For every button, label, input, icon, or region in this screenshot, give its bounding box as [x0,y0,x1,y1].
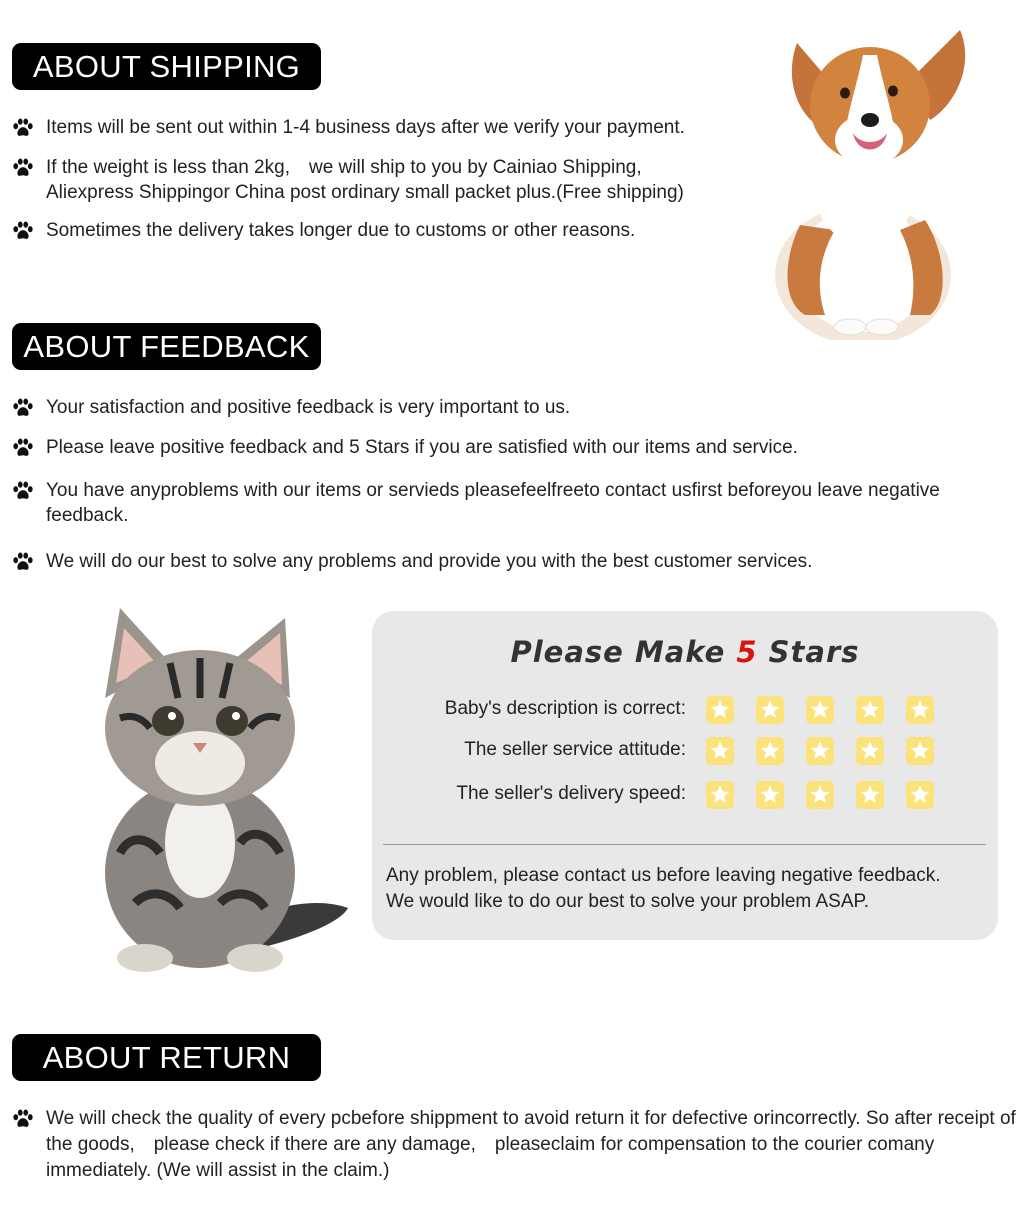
paw-icon [12,221,34,241]
rating-label: Baby's description is correct: [444,698,686,719]
star-icon [756,737,784,765]
star-icon [706,781,734,809]
paw-icon [12,158,34,178]
list-item [12,549,1017,574]
paw-icon [12,1109,34,1129]
list-item-text: We will check the quality of every pcbefore shippment to avoid return it for defective orincorrectly. So after receipt of the goods, please check if there are any damage, pleaseclaim for compensation to the courier comany immediately. (We will assist in the claim.) [46,1108,1016,1181]
panel-title [372,635,998,669]
star-icon [756,696,784,724]
star-icon [806,781,834,809]
panel-title-suffix: Stars [757,635,860,669]
rating-panel [372,611,998,940]
list-item-text: Items will be sent out within 1-4 business days after we verify your payment. [46,117,685,138]
shipping-heading: ABOUT SHIPPING [12,43,321,90]
panel-note [386,863,941,915]
feedback-heading: ABOUT FEEDBACK [12,323,321,370]
star-icon [706,696,734,724]
list-item-text: You have anyproblems with our items or servieds pleasefeelfreeto contact usfirst beforeyou leave negative feedback. [46,480,940,526]
star-icon [806,737,834,765]
star-icon [806,696,834,724]
paw-icon [12,481,34,501]
list-item [12,478,942,528]
list-item-text: We will do our best to solve any problems and provide you with the best customer services. [46,551,813,572]
paw-icon [12,552,34,572]
paw-icon [12,398,34,418]
kitten-photo [50,603,350,978]
list-item-text: If the weight is less than 2kg, we will ship to you by Cainiao Shipping, Aliexpress Shippingor China post ordinary small packet plus.(Free shipping) [46,157,684,203]
rating-row-description [372,696,998,726]
rating-row-delivery [372,781,998,811]
paw-icon [12,438,34,458]
list-item [12,1106,1017,1184]
dog-photo [745,15,985,340]
star-icon [906,781,934,809]
star-icon [856,781,884,809]
star-icon [906,737,934,765]
return-heading: ABOUT RETURN [12,1034,321,1081]
star-icon [906,696,934,724]
panel-note-line: Any problem, please contact us before leaving negative feedback. [386,865,941,886]
list-item-text: Please leave positive feedback and 5 Stars if you are satisfied with our items and service. [46,437,798,458]
rating-row-service [372,737,998,767]
star-icon [856,737,884,765]
list-item-text: Sometimes the delivery takes longer due to customs or other reasons. [46,220,636,241]
star-icon [706,737,734,765]
rating-label: The seller's delivery speed: [456,783,686,804]
list-item [12,435,1017,460]
panel-note-line: We would like to do our best to solve your problem ASAP. [386,891,870,912]
panel-divider [383,844,986,845]
star-icon [856,696,884,724]
list-item-text: Your satisfaction and positive feedback is very important to us. [46,397,571,418]
panel-title-number: 5 [736,635,758,669]
star-icon [756,781,784,809]
rating-label: The seller service attitude: [464,739,686,760]
panel-title-prefix: Please Make [510,635,737,669]
paw-icon [12,118,34,138]
list-item [12,395,1017,420]
